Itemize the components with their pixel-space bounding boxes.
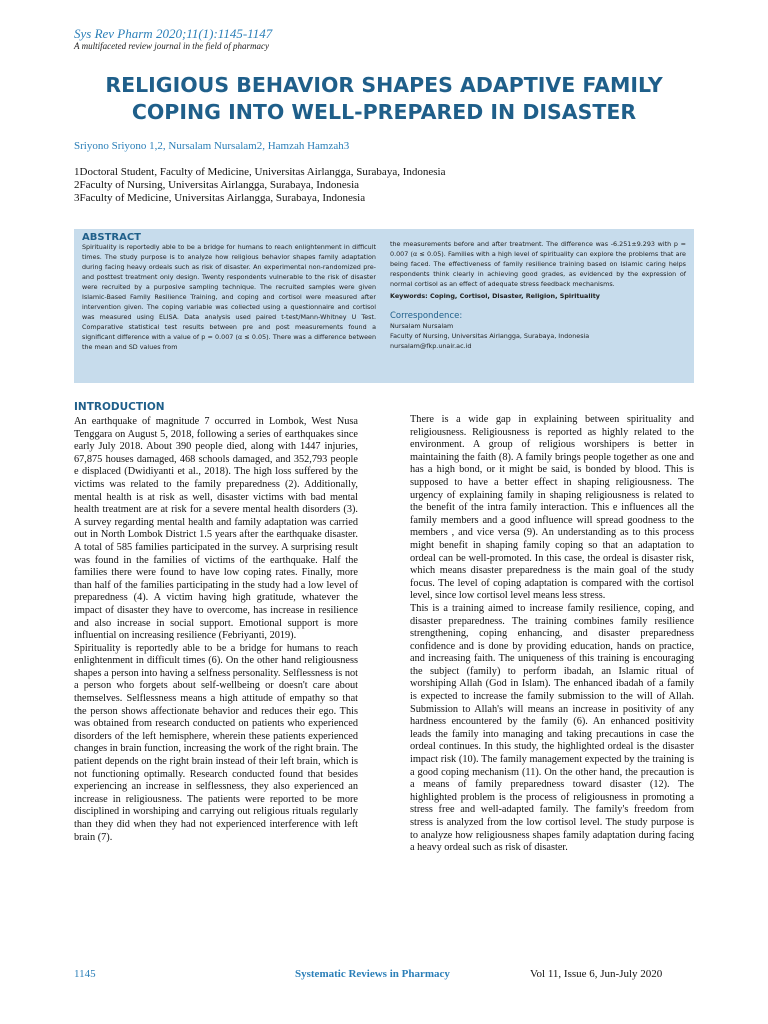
journal-subtitle: A multifaceted review journal in the field of pharmacy (74, 41, 269, 51)
keywords: Keywords: Coping, Cortisol, Disaster, Religion, Spirituality (390, 292, 600, 300)
correspondence-heading: Correspondence: (390, 311, 463, 321)
title-line-2: COPING INTO WELL-PREPARED IN DISASTER (131, 100, 637, 124)
author-list: Sriyono Sriyono 1,2, Nursalam Nursalam2, Hamzah Hamzah3 (74, 140, 350, 152)
abstract-box (74, 229, 694, 383)
abstract-text-right: the measurements before and after treatment. The difference was -6.251±9.293 with p = 0.007 (α ≤ 0.05). Families with a high level of spirituality can explore the problems that are being faced. The effectiveness of family resilience training based on Islamic caring helps respondents think clearly in achieving good grades, as evidenced by the expression of normal cortisol as an effect of adequate stress feedback mechanisms. (390, 240, 686, 288)
body-column-right (410, 414, 694, 855)
affiliation-3: 3Faculty of Medicine, Universitas Airlangga, Surabaya, Indonesia (74, 192, 366, 204)
journal-citation: Sys Rev Pharm 2020;11(1):1145-1147 (74, 26, 273, 41)
affiliation-1: 1Doctoral Student, Faculty of Medicine, Universitas Airlangga, Surabaya, Indonesia (74, 166, 446, 178)
abstract-heading: ABSTRACT (82, 232, 141, 243)
article-title (40, 72, 728, 126)
paragraph: This is a training aimed to increase family resilience, coping, and disaster preparedness. The training combines family resilience strengthening, coping enhancing, and disaster preparedness confidence and is done by providing education, hands on practice, and increasing faith. The uniqueness of this training is encouraging the subject (family) to perform ibadah, an Islamic ritual of worshiping Allah (God in Islam). The enhanced ibadah of a family is expected to increase the family submission to the will of Allah. Submission to Allah's will means an increase in positivity of any hardness encountered by the family (6). An enhanced positivity leads the family into managing and taking precautions in case the ordeal continues. In this study, the highlighted ordeal is the disaster impact risk (10). The family management expected by the training is a good coping mechanism (11). On the other hand, the precaution is a means of family preparedness toward disaster (12). The highlighted problem is the process of religiousness in promoting a stress free and well-adapted family. The family's freedom from stress is analyzed from the low cortisol level. The study purpose is to analyze how religiousness shapes family adaptation during facing a heavy ordeal such as risk of disaster. (410, 602, 694, 854)
title-line-1: RELIGIOUS BEHAVIOR SHAPES ADAPTIVE FAMILY (105, 73, 663, 97)
paragraph: An earthquake of magnitude 7 occurred in Lombok, West Nusa Tenggara on August 5, 2018, following a series of earthquakes since early July 2018. About 390 people died, along with 1447 injuries, 67,875 houses damaged, 468 schools damaged, and 352,793 people e displaced (Dwidiyanti et al., 2018). The high loss suffered by the victims was related to the family preparedness (2). Additionally, mental health is at risk as well, disaster victims with bad mental health treatment are at risk for a severe mental health disorders (3). A survey regarding mental health and family adaptation was carried out in North Lombok District 1.5 years after the earthquake disaster. A total of 585 families participated in the survey. A surprising result was found in the families of victims of the earthquake. Half the families there were found to have low coping rates. Finally, more than half of the families participating in the study had a low level of preparedness (4). A victim having high gratitude, whatever the impact of disaster they have to overcome, has increase in resilience and also increase in social support. Emotional support is more influential on increasing resilience (Febriyanti, 2019). (74, 416, 358, 642)
footer-journal-name: Systematic Reviews in Pharmacy (295, 968, 450, 980)
paragraph: There is a wide gap in explaining between spirituality and religiousness. Religiousness is reported as highly related to the environment. A group of religious worshipers is better in maintaining the faith (8). A family brings people together as one and has a high bond, or it might be said, is bonded by blood. This is supposed to have a better effect in shaping religiousness. The urgency of explaining family in shaping religiousness is related to the benefit of the intra family interaction. This e influences all the family members and a good influence will spread goodness to the members , and vice versa (9). An understanding as to this process might benefit in shaping family coping so that an adaptation to ordeal can be well-promoted. In this case, the ordeal is disaster risk, which means disaster preparedness is the main goal of the study focus. The level of coping adaptation is compared with the cortisol level, since low cortisol level means less stress. (410, 414, 694, 602)
correspondence-name: Nursalam Nursalam (390, 322, 454, 330)
abstract-right-column (390, 239, 686, 351)
paragraph: Spirituality is reportedly able to be a bridge for humans to reach enlightenment in difficult times (6). On the other hand religiousness shapes a person into having a selfness personality. Selflessness is not a person who forgets about self-wellbeing or doesn't care about themselves. Selflessness means a high attitude of empathy so that the person shows affectionate behavior and reduces their ego. This was obtained from research conducted on patients who experienced disorders of the left hemisphere, wherein these patients experienced changes in brain function, increasing the work of the right brain. The patient depends on the right brain instead of their left brain, which is not functioning optimally. Research conducted found that besides experiencing an increase in selflessness, they also experienced an increase in religiousness. The patients were reported to be more disciplined in worshiping and carrying out religious rituals regularly than they did when they had not experienced interference with left brain (7). (74, 642, 358, 843)
footer-volume: Vol 11, Issue 6, Jun-July 2020 (530, 968, 663, 980)
page-number: 1145 (74, 968, 96, 980)
affiliations (74, 166, 445, 205)
correspondence-affiliation: Faculty of Nursing, Universitas Airlangga, Surabaya, Indonesia (390, 332, 590, 340)
affiliation-2: 2Faculty of Nursing, Universitas Airlangga, Surabaya, Indonesia (74, 179, 360, 191)
abstract-text-left: Spirituality is reportedly able to be a bridge for humans to reach enlightenment in difficult times. The study purpose is to analyze how religious behavior shapes family adaptation during facing heavy ordeals such as risk of disaster. An experimental non-randomized pre- and posttest treatment only design. Twenty respondents vulnerable to the risk of disaster were recruited by a purposive sampling technique. The recruited samples were given Islamic-Based Family Resilience Training, and coping and cortisol were measured after intervention given. The coping variable was collected using a questionnaire and cortisol was measured using ELISA. Data analysis used paired t-test/Mann-Whitney U Test. Comparative statistical test results between pre and post measurements found a significant difference with a value of p = 0.007 (α ≤ 0.05). There was a difference between the mean and SD values from (82, 243, 376, 351)
section-heading-introduction: INTRODUCTION (74, 401, 165, 413)
body-column-left (74, 416, 358, 844)
correspondence-email[interactable]: nursalam@fkp.unair.ac.id (390, 342, 472, 350)
